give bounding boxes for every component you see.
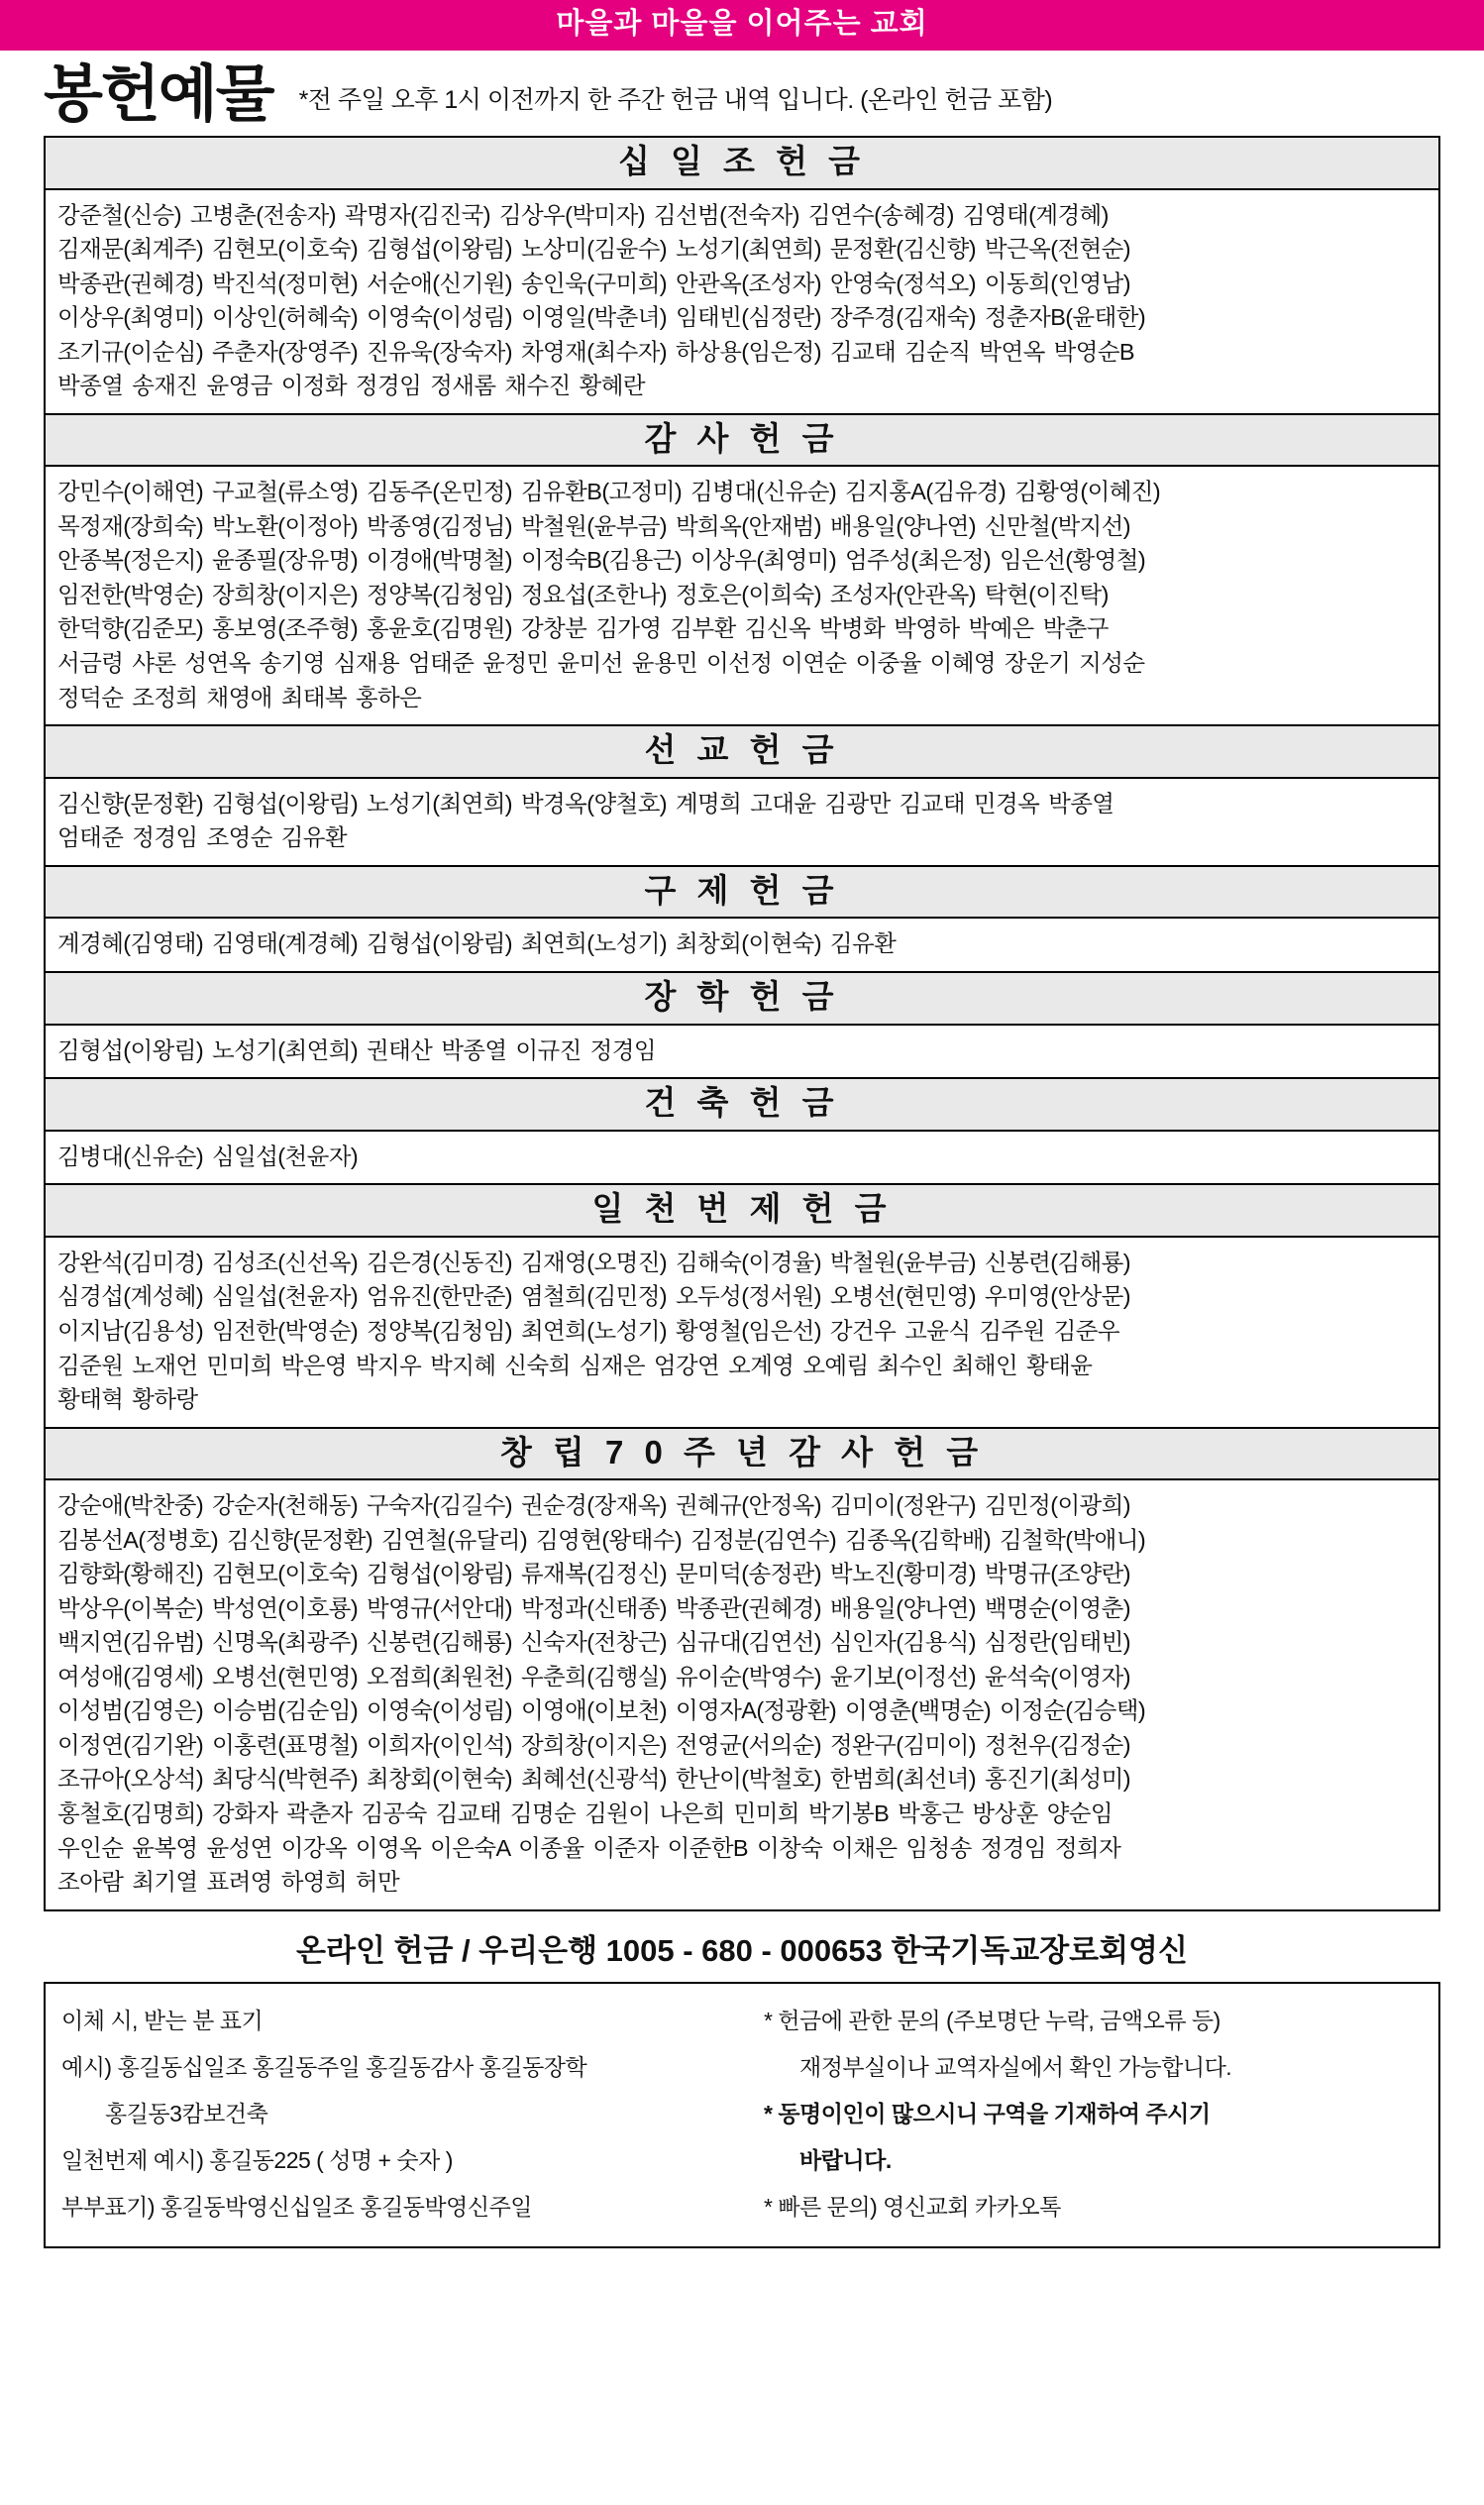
note-line: 홍길동3캄보건축 [105,2100,268,2126]
name-line: 강순애(박찬중) 강순자(천해동) 구숙자(김길수) 권순경(장재옥) 권혜규(안정옥) 김미이(정완구) 김민정(이광희) [57,1492,1130,1519]
section-name-list [46,467,1438,724]
name-line: 정덕순 조정희 채영애 최태복 홍하은 [57,684,422,710]
offering-section [44,724,1440,865]
offering-sections [0,136,1484,1911]
section-name-list [46,1238,1438,1427]
name-line: 이상우(최영미) 이상인(허혜숙) 이영숙(이성림) 이영일(박춘녀) 임태빈(심정란) 장주경(김재숙) 정춘자B(윤태한) [57,304,1146,331]
name-line: 이성범(김영은) 이승범(김순임) 이영숙(이성림) 이영애(이보천) 이영자A(정광환) 이영춘(백명순) 이정순(김승택) [57,1697,1146,1724]
page-title: 봉헌예물 [44,59,273,129]
name-line: 우인순 윤복영 윤성연 이강옥 이영옥 이은숙A 이종율 이준자 이준한B 이창숙 이채은 임청송 정경임 정희자 [57,1834,1121,1861]
note-line: * 빠른 문의) 영신교회 카카오톡 [764,2194,1061,2221]
notes-column-left [46,1984,742,2247]
name-line: 계경혜(김영태) 김영태(계경혜) 김형섭(이왕림) 최연희(노성기) 최창회(이현숙) 김유환 [57,930,897,957]
note-line: * 동명이인이 많으시니 구역을 기재하여 주시기 [764,2100,1211,2126]
church-slogan-banner: 마을과 마을을 이어주는 교회 [0,0,1484,51]
section-header: 일 천 번 제 헌 금 [46,1185,1438,1238]
name-line: 여성애(김영세) 오병선(현민영) 오점희(최원천) 우춘희(김행실) 유이순(박영수) 윤기보(이정선) 윤석숙(이영자) [57,1663,1130,1689]
section-name-list [46,1480,1438,1908]
name-line: 안종복(정은지) 윤종필(장유명) 이경애(박명철) 이정숙B(김용근) 이상우(최영미) 엄주성(최은정) 임은선(황영철) [57,547,1146,574]
note-line: 일천번제 예시) 홍길동225 ( 성명 + 숫자 ) [61,2147,453,2174]
offering-section [44,1183,1440,1426]
offering-section [44,1427,1440,1911]
note-line: 재정부실이나 교역자실에서 확인 가능합니다. [799,2053,1232,2080]
section-header: 십 일 조 헌 금 [46,138,1438,190]
section-header: 선 교 헌 금 [46,726,1438,779]
name-line: 서금령 샤론 성연옥 송기영 심재용 엄태준 윤정민 윤미선 윤용민 이선정 이연순 이중율 이혜영 장운기 지성순 [57,650,1145,677]
name-line: 김신향(문정환) 김형섭(이왕림) 노성기(최연희) 박경옥(양철호) 계명희 고대윤 김광만 김교태 민경옥 박종열 [57,790,1114,817]
section-header: 감 사 헌 금 [46,415,1438,468]
name-line: 이지남(김용성) 임전한(박영순) 정양복(김청임) 최연희(노성기) 황영철(임은선) 강건우 고윤식 김주원 김준우 [57,1318,1119,1344]
title-row [0,51,1484,136]
name-line: 박종관(권혜경) 박진석(정미현) 서순애(신기원) 송인욱(구미희) 안관옥(조성자) 안영숙(정석오) 이동희(인영남) [57,270,1130,296]
name-line: 황태혁 황하랑 [57,1386,198,1413]
name-line: 심경섭(계성혜) 심일섭(천윤자) 엄유진(한만준) 염철희(김민정) 오두성(정서원) 오병선(현민영) 우미영(안상문) [57,1283,1130,1310]
note-line: 부부표기) 홍길동박영신십일조 홍길동박영신주일 [61,2194,533,2221]
section-header: 건 축 헌 금 [46,1079,1438,1132]
name-line: 김향화(황해진) 김현모(이호숙) 김형섭(이왕림) 류재복(김정신) 문미덕(송정관) 박노진(황미경) 박명규(조양란) [57,1561,1130,1587]
name-line: 홍철호(김명희) 강화자 곽춘자 김공숙 김교태 김명순 김원이 나은희 민미희 박기봉B 박홍근 방상훈 양순임 [57,1800,1113,1827]
section-name-list [46,1132,1438,1184]
name-line: 목정재(장희숙) 박노환(이정아) 박종영(김정님) 박철원(윤부금) 박희옥(안재범) 배용일(양나연) 신만철(박지선) [57,512,1130,539]
name-line: 김봉선A(정병호) 김신향(문정환) 김연철(유달리) 김영현(왕태수) 김정분(김연수) 김종옥(김학배) 김철학(박애니) [57,1526,1146,1553]
name-line: 이정연(김기완) 이홍련(표명철) 이희자(이인석) 장희창(이지은) 전영균(서의순) 정완구(김미이) 정천우(김정순) [57,1731,1130,1758]
name-line: 임전한(박영순) 장희창(이지은) 정양복(김청임) 정요섭(조한나) 정호은(이희숙) 조성자(안관옥) 탁현(이진탁) [57,581,1109,607]
notes-column-right [742,1984,1438,2247]
name-line: 강완석(김미경) 김성조(신선옥) 김은경(신동진) 김재영(오명진) 김해숙(이경율) 박철원(윤부금) 신봉련(김해룡) [57,1249,1130,1275]
section-header: 구 제 헌 금 [46,867,1438,920]
name-line: 엄태준 정경임 조영순 김유환 [57,824,347,851]
name-line: 김재문(최계주) 김현모(이호숙) 김형섭(이왕림) 노상미(김윤수) 노성기(최연희) 문정환(김신향) 박근옥(전현순) [57,236,1130,263]
section-name-list [46,1026,1438,1078]
offering-section [44,865,1440,971]
section-name-list [46,190,1438,413]
section-name-list [46,919,1438,971]
section-header: 창 립 7 0 주 년 감 사 헌 금 [46,1429,1438,1481]
name-line: 강준철(신승) 고병춘(전송자) 곽명자(김진국) 김상우(박미자) 김선범(전숙자) 김연수(송혜경) 김영태(계경혜) [57,201,1109,228]
name-line: 김준원 노재언 민미희 박은영 박지우 박지혜 신숙희 심재은 엄강연 오계영 오예림 최수인 최해인 황태윤 [57,1352,1093,1378]
name-line: 한덕향(김준모) 홍보영(조주형) 홍윤호(김명원) 강창분 김가영 김부환 김신옥 박병화 박영하 박예은 박춘구 [57,615,1109,642]
note-line: * 헌금에 관한 문의 (주보명단 누락, 금액오류 등) [764,2007,1220,2033]
name-line: 조기규(이순심) 주춘자(장영주) 진유욱(장숙자) 차영재(최수자) 하상용(임은정) 김교태 김순직 박연옥 박영순B [57,338,1135,365]
name-line: 김병대(신유순) 심일섭(천윤자) [57,1143,359,1169]
name-line: 김형섭(이왕림) 노성기(최연희) 권태산 박종열 이규진 정경임 [57,1036,656,1063]
online-giving-account: 온라인 헌금 / 우리은행 1005 - 680 - 000653 한국기독교장로회영신 [296,1932,1188,1968]
name-line: 강민수(이해연) 구교철(류소영) 김동주(온민정) 김유환B(고정미) 김병대(신유순) 김지홍A(김유경) 김황영(이혜진) [57,479,1161,505]
offering-section [44,971,1440,1077]
name-line: 조아람 최기열 표려영 하영희 허만 [57,1869,400,1896]
offering-section [44,413,1440,724]
note-line: 예시) 홍길동십일조 홍길동주일 홍길동감사 홍길동장학 [61,2053,587,2080]
section-header: 장 학 헌 금 [46,973,1438,1026]
name-line: 박종열 송재진 윤영금 이정화 정경임 정새롬 채수진 황혜란 [57,373,645,399]
note-line: 이체 시, 받는 분 표기 [61,2007,264,2033]
note-line: 바랍니다. [799,2147,892,2174]
offering-section [44,136,1440,413]
notes-box [44,1982,1440,2249]
page-subtitle-note: *전 주일 오후 1시 이전까지 한 주간 헌금 내역 입니다. (온라인 헌금 포함) [298,85,1053,114]
offering-section [44,1077,1440,1183]
name-line: 백지연(김유범) 신명옥(최광주) 신봉련(김해룡) 신숙자(전창근) 심규대(김연선) 심인자(김용식) 심정란(임태빈) [57,1629,1130,1656]
name-line: 박상우(이복순) 박성연(이호룡) 박영규(서안대) 박정과(신태종) 박종관(권혜경) 배용일(양나연) 백명순(이영춘) [57,1594,1130,1621]
section-name-list [46,779,1438,865]
name-line: 조규아(오상석) 최당식(박현주) 최창회(이현숙) 최혜선(신광석) 한난이(박철호) 한범희(최선녀) 홍진기(최성미) [57,1766,1130,1793]
